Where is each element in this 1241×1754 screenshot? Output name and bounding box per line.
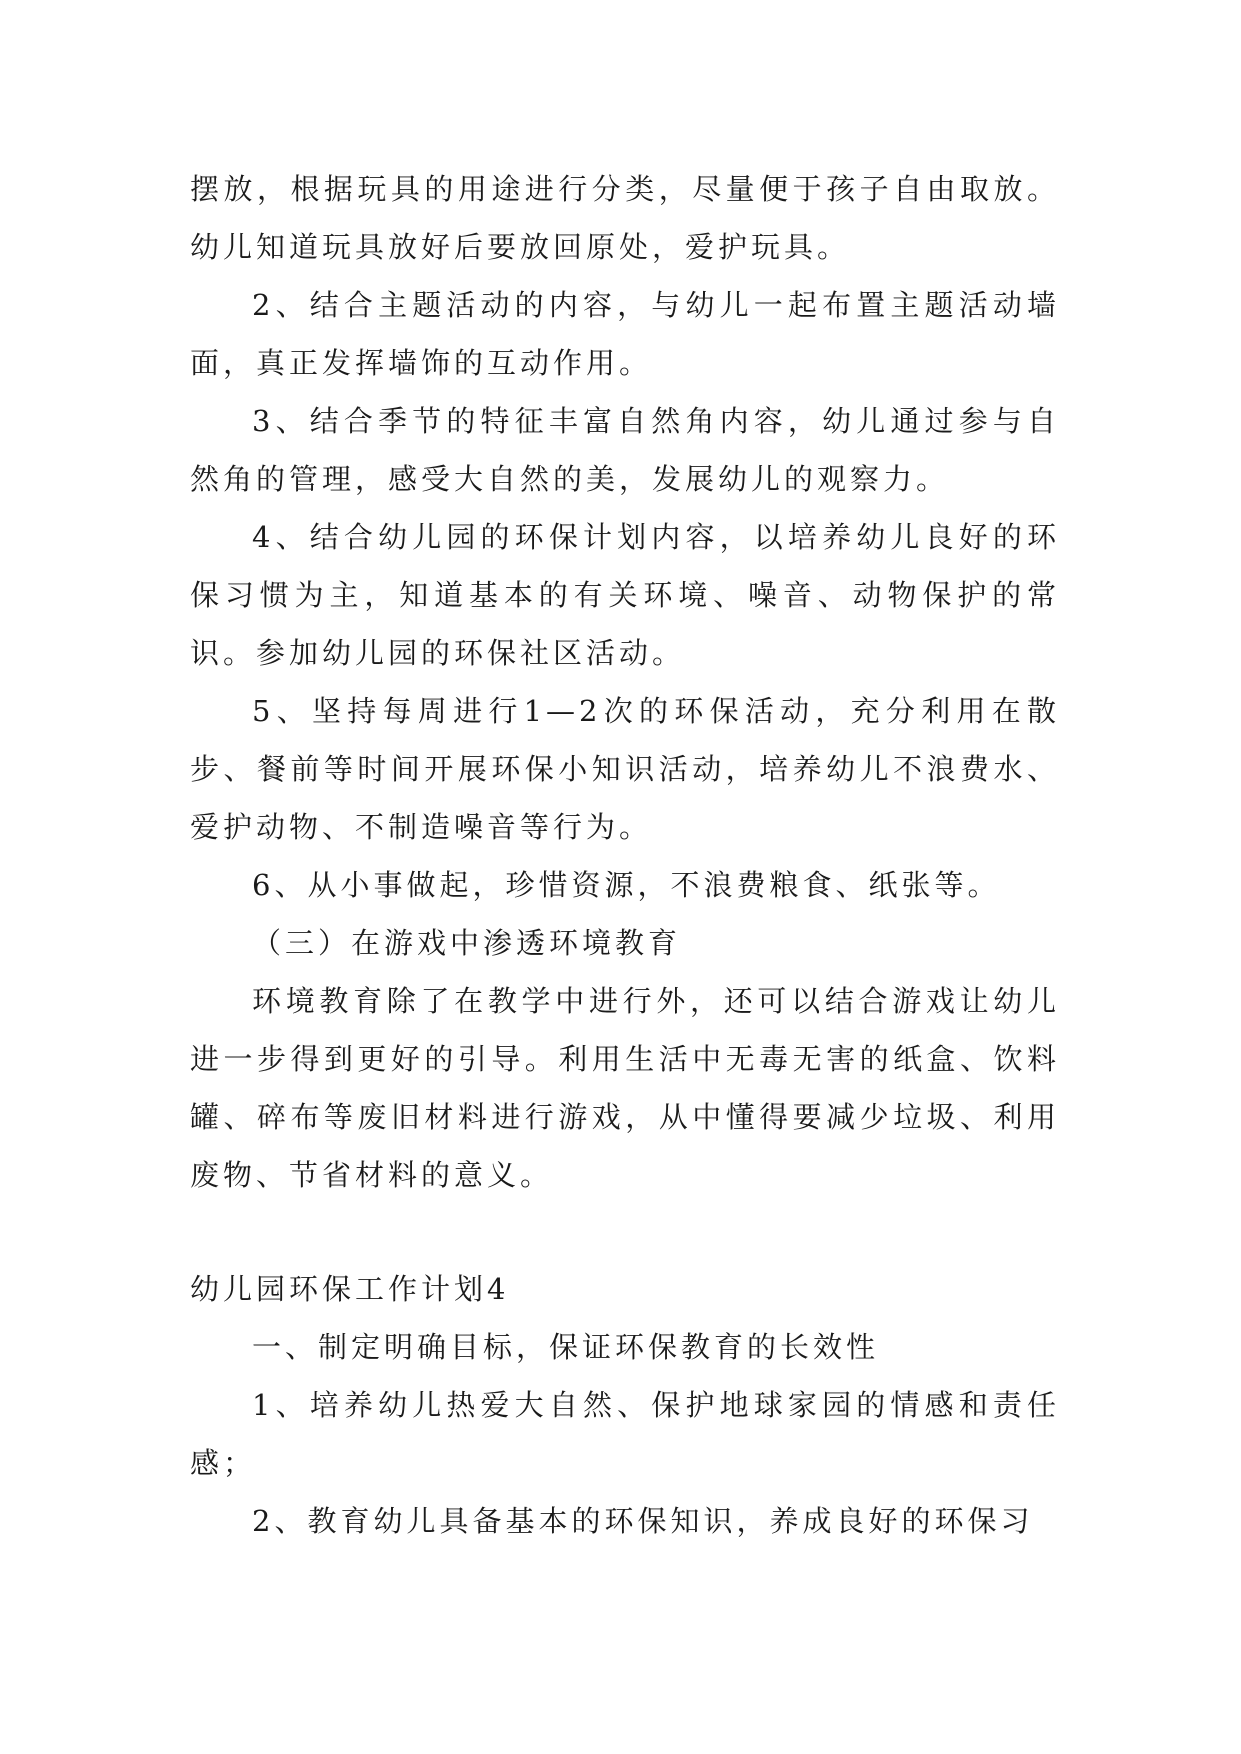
paragraph-item-4: 4、结合幼儿园的环保计划内容，以培养幼儿良好的环保习惯为主，知道基本的有关环境、噪音、动物保护的常识。参加幼儿园的环保社区活动。	[190, 520, 1060, 670]
subheading-game-education: （三）在游戏中渗透环境教育	[252, 926, 682, 960]
paragraph-goal-1: 1、培养幼儿热爱大自然、保护地球家园的情感和责任感；	[190, 1388, 1060, 1480]
document-body	[190, 160, 1060, 1550]
section-title: 幼儿园环保工作计划4	[190, 1272, 510, 1306]
subheading-goals: 一、制定明确目标，保证环保教育的长效性	[252, 1330, 880, 1364]
paragraph-item-3: 3、结合季节的特征丰富自然角内容，幼儿通过参与自然角的管理，感受大自然的美，发展幼儿的观察力。	[190, 404, 1060, 496]
paragraph-game-education: 环境教育除了在教学中进行外，还可以结合游戏让幼儿进一步得到更好的引导。利用生活中无毒无害的纸盒、饮料罐、碎布等废旧材料进行游戏，从中懂得要减少垃圾、利用废物、节省材料的意义。	[190, 984, 1060, 1192]
paragraph-item-2: 2、结合主题活动的内容，与幼儿一起布置主题活动墙面，真正发挥墙饰的互动作用。	[190, 288, 1060, 380]
paragraph-item-6: 6、从小事做起，珍惜资源，不浪费粮食、纸张等。	[252, 868, 1001, 902]
paragraph-goal-2: 2、教育幼儿具备基本的环保知识，养成良好的环保习	[252, 1504, 1034, 1538]
paragraph-toy-placement: 摆放，根据玩具的用途进行分类，尽量便于孩子自由取放。幼儿知道玩具放好后要放回原处，爱护玩具。	[190, 172, 1060, 264]
paragraph-item-5: 5、坚持每周进行1—2次的环保活动，充分利用在散步、餐前等时间开展环保小知识活动，培养幼儿不浪费水、爱护动物、不制造噪音等行为。	[190, 694, 1060, 844]
